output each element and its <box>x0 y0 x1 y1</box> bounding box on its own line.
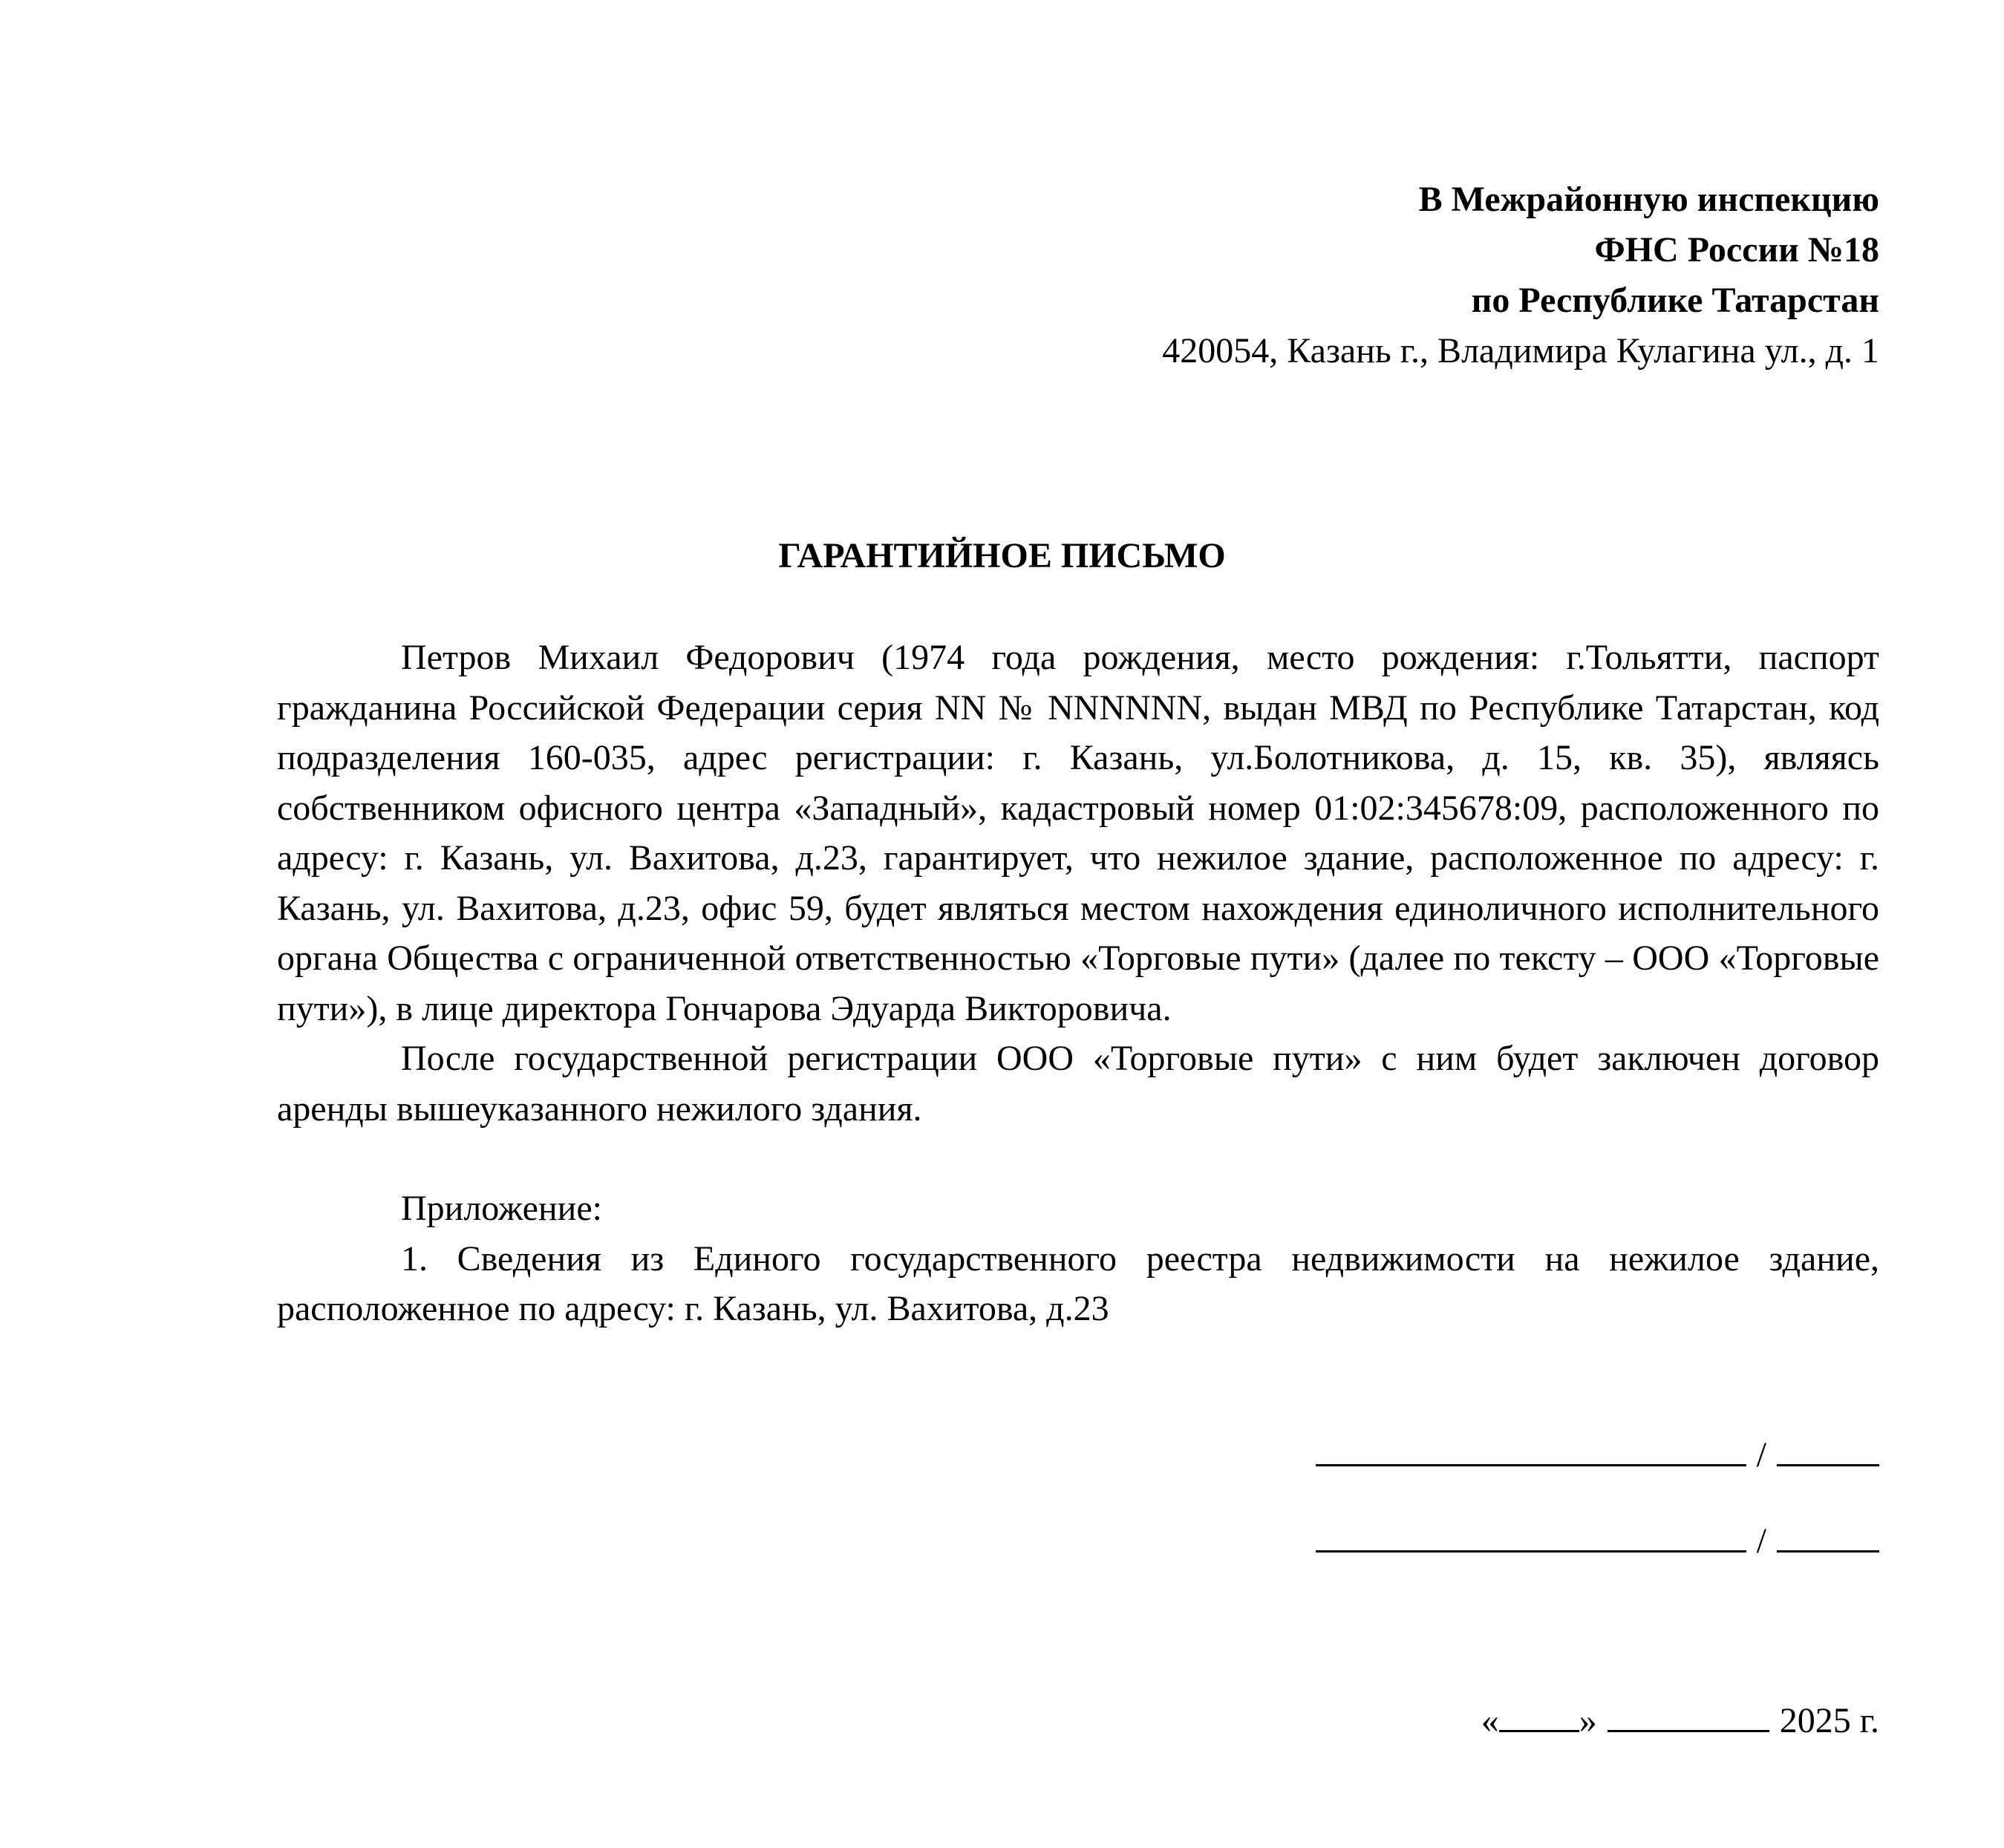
document-body <box>277 633 1879 1334</box>
date-open-quote: « <box>1481 1701 1499 1740</box>
body-paragraph-1: Петров Михаил Федорович (1974 года рождения, место рождения: г.Тольятти, паспорт гражданина Российской Федерации серия NN № NNNNNN, выдан МВД по Республике Татарстан, код подразделения 160-035, адрес регистрации: г. Казань, ул.Болотникова, д. 15, кв. 35), являясь собственником офисного центра «Западный», кадастровый номер 01:02:345678:09, расположенного по адресу: г. Казань, ул. Вахитова, д.23, гарантирует, что нежилое здание, расположенное по адресу: г. Казань, ул. Вахитова, д.23, офис 59, будет являться местом нахождения единоличного исполнительного органа Общества с ограниченной ответственностью «Торговые пути» (далее по тексту – ООО «Торговые пути»), в лице директора Гончарова Эдуарда Викторовича. <box>277 638 1879 1028</box>
addressee-line-1: В Межрайонную инспекцию <box>1418 180 1879 219</box>
date-year: 2025 г. <box>1779 1701 1879 1740</box>
appendix-heading: Приложение: <box>401 1189 602 1228</box>
date-block <box>1481 1691 1879 1746</box>
body-paragraph-2: После государственной регистрации ООО «Торговые пути» с ним будет заключен договор аренды вышеуказанного нежилого здания. <box>277 1039 1879 1129</box>
signature-initials-line <box>1777 1426 1879 1466</box>
signature-separator: / <box>1756 1521 1766 1561</box>
date-close-quote: » <box>1579 1701 1597 1740</box>
addressee-address: 420054, Казань г., Владимира Кулагина ул., д. 1 <box>1162 331 1879 370</box>
addressee-line-2: ФНС России №18 <box>1594 230 1879 270</box>
signature-row-2 <box>1316 1512 1879 1562</box>
appendix-item-1: 1. Сведения из Единого государственного реестра недвижимости на нежилое здание, расположенное по адресу: г. Казань, ул. Вахитова, д.23 <box>277 1238 1879 1328</box>
addressee-line-3: по Республике Татарстан <box>1471 281 1879 320</box>
paragraph-spacer <box>277 1134 1879 1183</box>
date-day-blank <box>1499 1691 1579 1732</box>
signature-initials-line <box>1777 1512 1879 1552</box>
signature-line <box>1316 1426 1746 1466</box>
signature-line <box>1316 1512 1746 1552</box>
date-month-blank <box>1608 1691 1769 1732</box>
signature-separator: / <box>1756 1435 1766 1475</box>
signature-block <box>1316 1426 1879 1598</box>
document-title: ГАРАНТИЙНОЕ ПИСЬМО <box>778 536 1226 575</box>
addressee-block <box>1162 174 1879 376</box>
signature-row-1 <box>1316 1426 1879 1476</box>
